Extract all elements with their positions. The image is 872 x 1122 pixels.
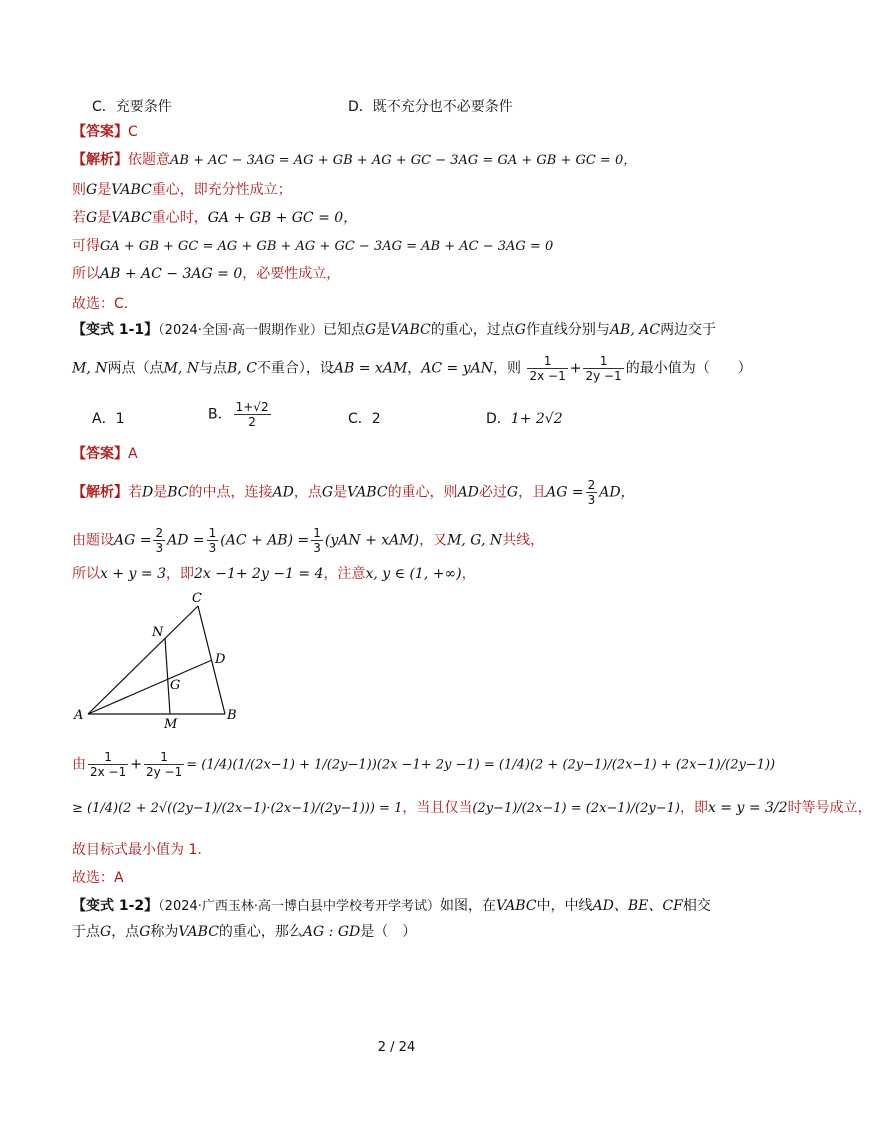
analysis-2-line-3: 所以x + y = 3，即2x −1+ 2y −1 = 4，注意x, y ∈ (1, +∞)， [72, 566, 476, 582]
label-b: B [227, 708, 237, 723]
text: 不重合），设 [256, 360, 334, 377]
text: ，则 [493, 360, 522, 377]
math-triangle: VABC [111, 210, 152, 226]
fraction: $\frac{1+√2}{2}$ [235, 400, 269, 429]
text: 两点（点 [107, 360, 164, 377]
option-d: D．既不充分也不必要条件 [348, 99, 513, 115]
option-c: C．充要条件 [92, 99, 172, 115]
side-ac [88, 606, 198, 714]
source: （2024·广西玉林·高一博白县中学校考开学考试） [158, 899, 441, 914]
math-g: G [86, 210, 98, 226]
analysis-tag: 【解析】 [72, 484, 128, 501]
triangle-figure [70, 588, 250, 730]
analysis-line-2 [72, 180, 292, 200]
label-a: A [74, 708, 84, 723]
text: 可得 [72, 238, 100, 254]
text: ， [407, 360, 422, 377]
math-g: G [86, 182, 98, 198]
text: 则 [72, 182, 86, 198]
math-triangle: VABC [111, 182, 152, 198]
option-c: C．2 [348, 411, 381, 427]
math: M, N [163, 360, 199, 377]
conclusion-1: 故选：C. [72, 296, 129, 312]
analysis-2-line-6: 故目标式最小值为 1. [72, 842, 202, 858]
analysis-2-line-1: 【解析】若D是BC的中点，连接AD，点G是VABC的重心，则AD必过G，且AG = $\frac{2}{3}$ AD， [72, 478, 635, 507]
math: G [514, 322, 526, 338]
text: 两边交于 [660, 322, 717, 338]
text: 重心，即充分性成立； [151, 182, 292, 198]
fraction: $\frac{1}{2x -1}$ [529, 354, 566, 383]
label-c: C [192, 591, 202, 606]
analysis-2-line-5: ≥ (1/4)(2 + 2√((2y−1)/(2x−1)·(2x−1)/(2y−1))) = 1，当且仅当(2y−1)/(2x−1) = (2x−1)/(2y−1)，即x = y = 3/2时等号成立， [72, 800, 872, 816]
analysis-line-3 [72, 208, 357, 228]
vector-equation: AB + AC − 3AG = AG + GB + AG + GC − 3AG = GA + GB + GC = 0， [170, 153, 637, 168]
variant-tag: 【变式 1-2】 [72, 898, 159, 914]
analysis-2-line-2: 由题设AG = $\frac{2}{3}$ AD = $\frac{1}{3}$ (AC + AB) = $\frac{1}{3}$ (yAN + xAM)，又M, G, N共线， [72, 526, 545, 555]
median-ad [88, 660, 212, 714]
page-number: 2 / 24 [377, 1040, 416, 1055]
line-mn [165, 638, 170, 714]
source: （2024·全国·高一假期作业） [158, 323, 324, 338]
text: 的最小值为（ ） [625, 360, 752, 377]
text: 是 [376, 322, 391, 338]
answer-tag: 【答案】 [72, 124, 128, 140]
variant-1-1-stem-1 [72, 320, 716, 341]
analysis-line-4 [72, 236, 553, 257]
answer-value: C [128, 124, 138, 140]
text: 是 [97, 210, 112, 226]
text: 已知点 [323, 322, 366, 338]
fraction: $\frac{1}{2y -1}$ [585, 354, 622, 383]
text: ，必要性成立， [242, 266, 341, 282]
math: AB = xAM [333, 360, 408, 377]
text: 所以 [72, 266, 100, 282]
label-g: G [170, 678, 181, 693]
math: M, N [72, 360, 108, 377]
plus: + [569, 360, 582, 377]
option-b: B． $\frac{1+√2}{2}$ [208, 400, 269, 429]
analysis-2-line-4: 由 $\frac{1}{2x -1}$ + $\frac{1}{2y -1}$ = (1/4)(1/(2x−1) + 1/(2y−1))(2x −1+ 2y −1) = (1/4)(2 + (2y−1)/(2x−1) + (2x−1)/(2y−1)) [72, 750, 776, 779]
text: 是 [97, 182, 112, 198]
math: VABC [390, 322, 431, 338]
math: AC = yAN [421, 360, 494, 377]
analysis-line-5 [72, 264, 340, 284]
text: 的重心，过点 [430, 322, 515, 338]
variant-1-1-stem-2 [72, 354, 752, 383]
math: G [365, 322, 377, 338]
answer-line [72, 122, 138, 142]
label-d: D [215, 652, 226, 667]
math: AB, AC [609, 322, 661, 338]
answer-tag: 【答案】 [72, 446, 128, 462]
option-d: D．1+ 2√2 [486, 411, 563, 427]
variant-1-2-stem-2: 于点G，点G称为VABC的重心，那么AG : GD是（ ） [72, 924, 417, 940]
analysis-tag: 【解析】 [72, 152, 128, 168]
analysis-lead: 依题意 [128, 152, 170, 168]
text: 重心时， [151, 210, 208, 226]
option-a: A．1 [92, 411, 125, 427]
variant-1-2-stem-1: 【变式 1-2】（2024·广西玉林·高一博白县中学校考开学考试）如图，在VABC中，中线AD、BE、CF相交 [72, 898, 711, 914]
conclusion-2: 故选：A [72, 870, 124, 886]
vector-equation: AB + AC − 3AG = 0 [100, 266, 243, 282]
math: B, C [227, 360, 257, 377]
vector-sum: GA + GB + GC = 0， [207, 210, 358, 226]
answer-value: A [128, 446, 138, 462]
text: 作直线分别与 [525, 322, 610, 338]
text: 若 [72, 210, 86, 226]
label-m: M [164, 717, 178, 732]
text: 与点 [199, 360, 227, 377]
vector-equation: GA + GB + GC = AG + GB + AG + GC − 3AG = AB + AC − 3AG = 0 [100, 239, 554, 254]
label-n: N [152, 625, 164, 640]
analysis-line-1 [72, 150, 636, 171]
answer-line-2 [72, 444, 138, 464]
variant-tag: 【变式 1-1】 [72, 322, 159, 338]
